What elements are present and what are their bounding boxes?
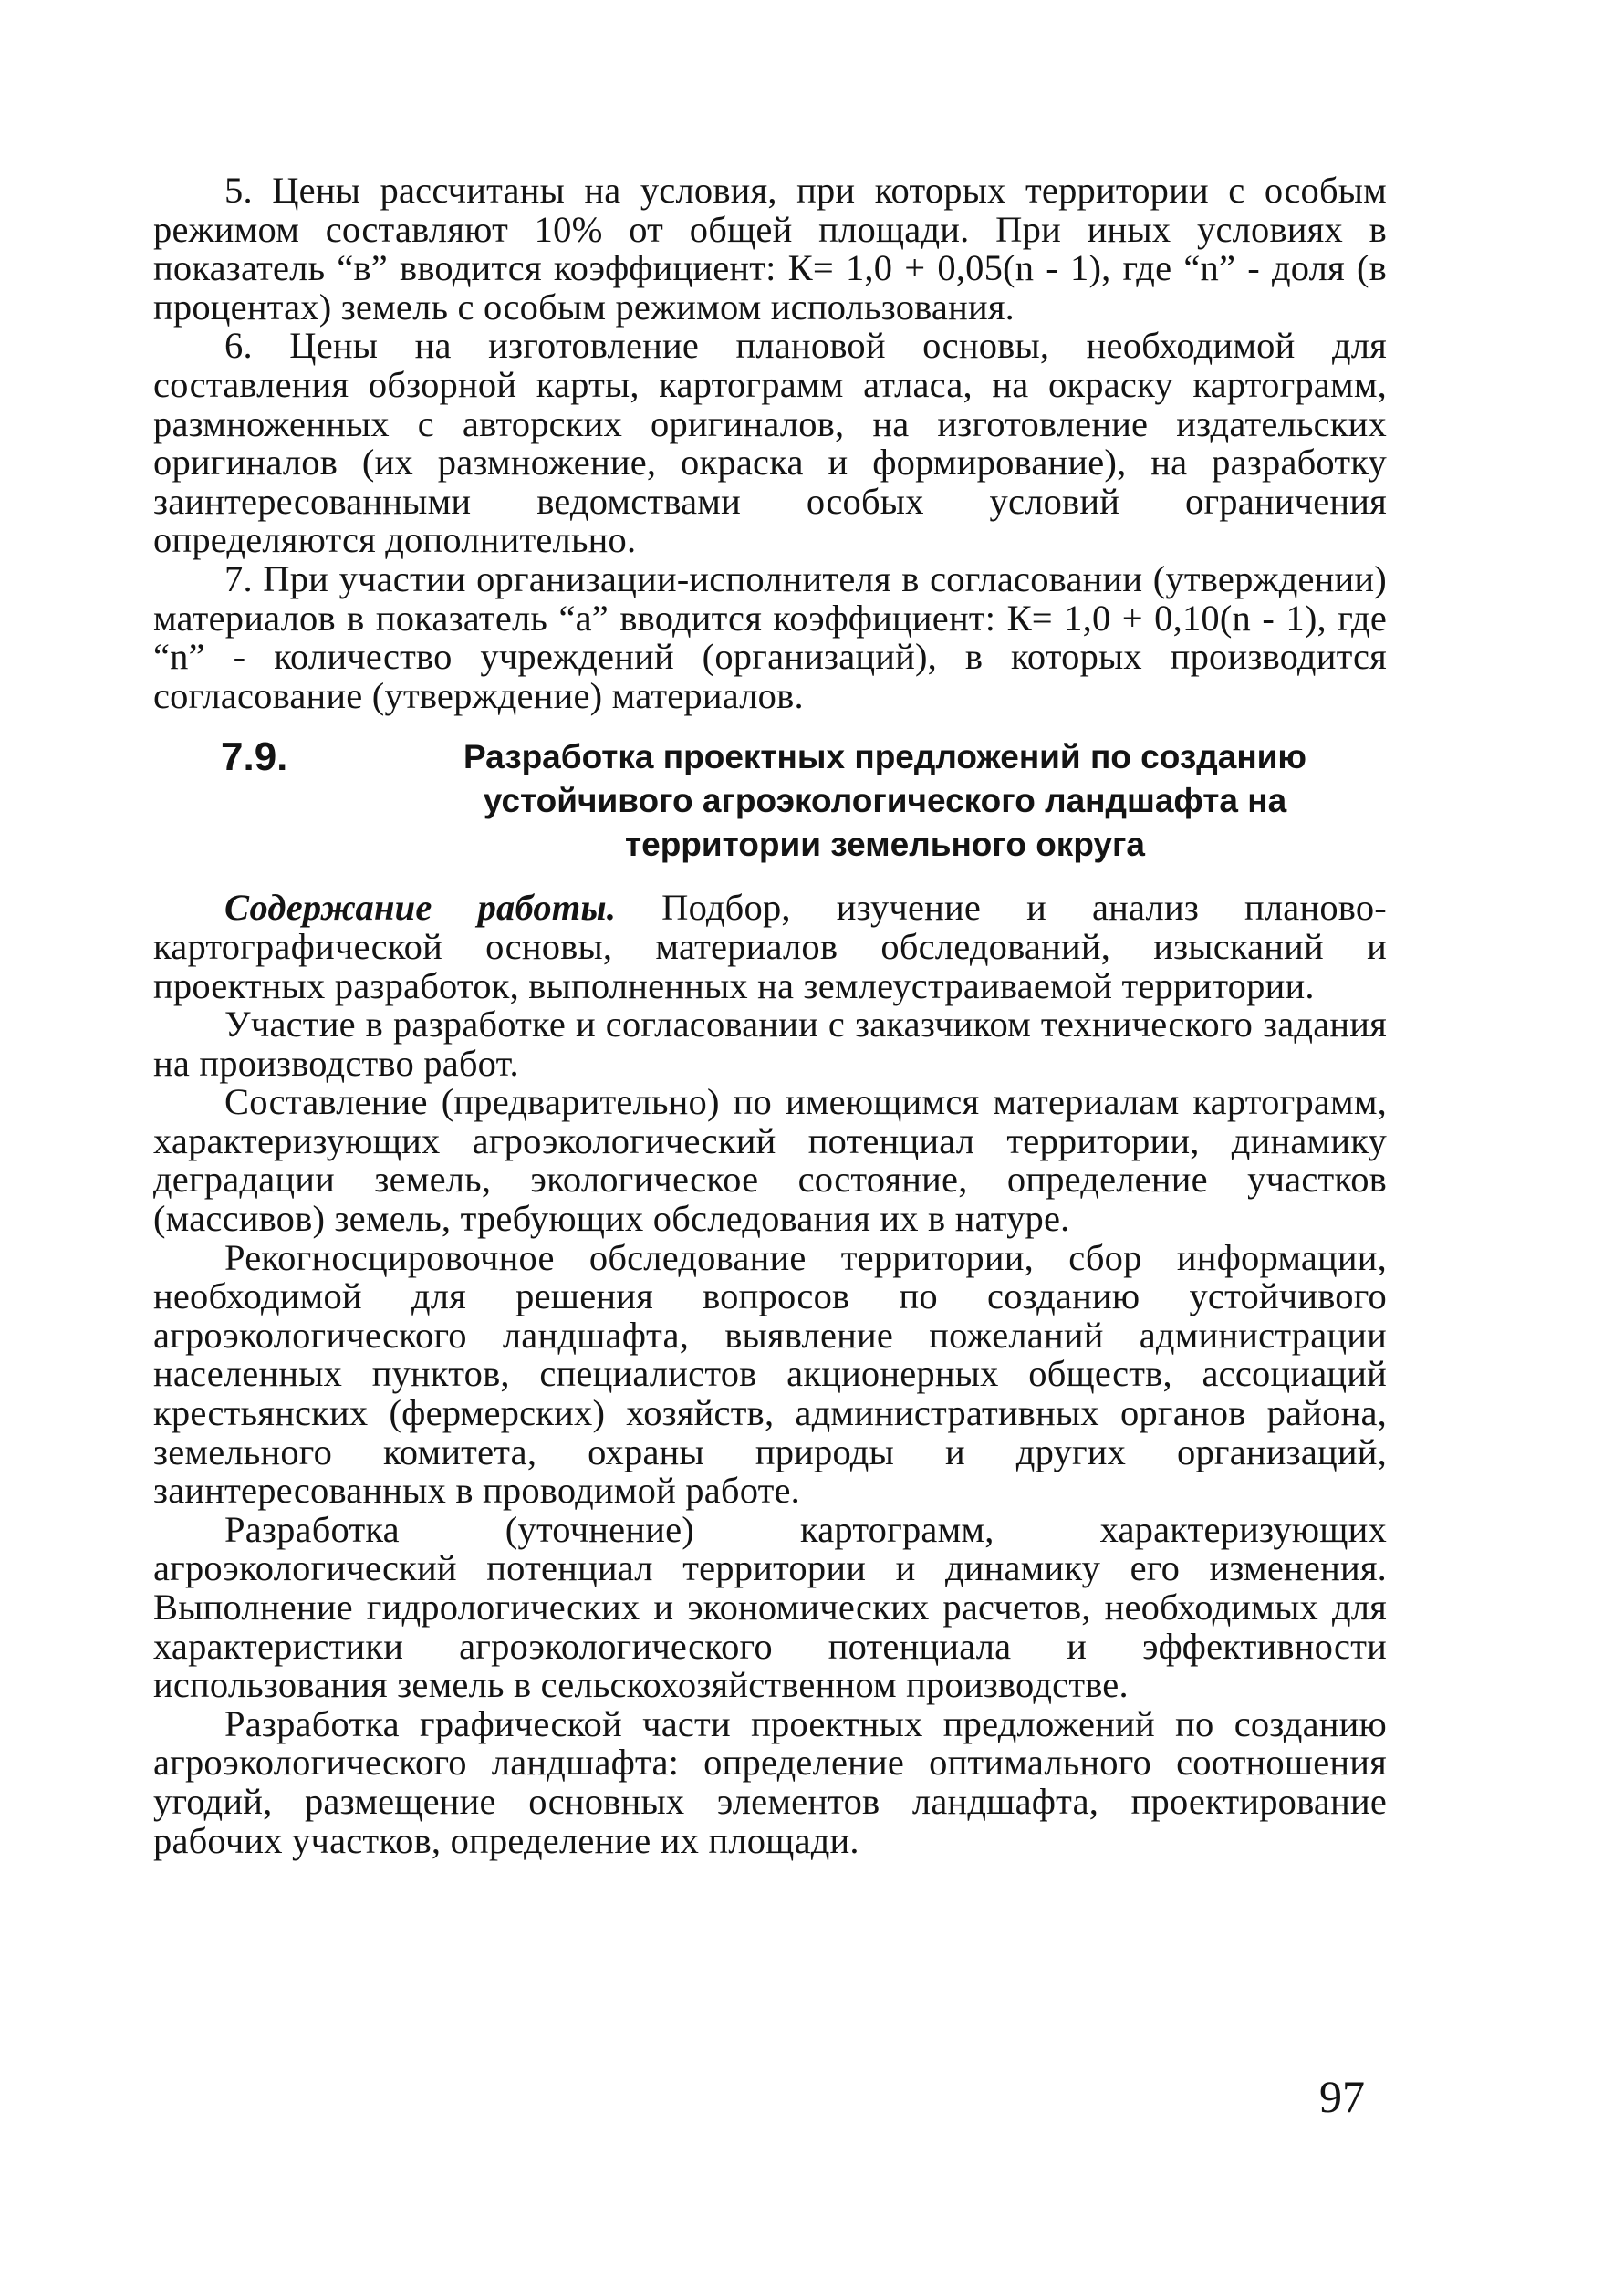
section-title: Разработка проектных предложений по созданию устойчивого агроэкологического ландшафта на территории земельного округа: [463, 738, 1307, 864]
content-paragraph: Разработка графической части проектных предложений по созданию агроэкологического ландшафта: определение оптимального соотношения угодий, размещение основных элементов ландшафта, проектирование рабочих участков, определение их площади.: [153, 1702, 1387, 1861]
content-paragraph: Участие в разработке и согласовании с заказчиком технического задания на производство работ.: [153, 1004, 1387, 1084]
paragraph-7: 7. При участии организации-исполнителя в согласовании (утверждении) материалов в показатель “а” вводится коэффициент: К= 1,0 + 0,10(n - 1), где “n” - количество учреждений (организаций), в которых производится согласование (утверждение) материалов.: [153, 557, 1387, 716]
content-lead-text: Подбор, изучение и анализ планово-картографической основы, материалов обследований, изысканий и проектных разработок, выполненных на землеустраиваемой территории.: [153, 887, 1387, 1006]
paragraph-5: 5. Цены рассчитаны на условия, при которых территории с особым режимом составляют 10% от общей площади. При иных условиях в показатель “в” вводится коэффициент: К= 1,0 + 0,05(n - 1), где “n” - доля (в процентах) земель с особым режимом использования.: [153, 170, 1387, 328]
section-number: 7.9.: [221, 734, 288, 780]
section-heading: [153, 735, 1387, 872]
content-lead-label: Содержание работы.: [224, 887, 617, 929]
paragraph-6: 6. Цены на изготовление плановой основы, необходимой для составления обзорной карты, картограмм атласа, на окраску картограмм, размноженных с авторских оригиналов, на изготовление издательских оригиналов (их размножение, окраска и формирование), на разработку заинтересованными ведомствами особых условий ограничения определяются дополнительно.: [153, 325, 1387, 561]
content-paragraph: Разработка (уточнение) картограмм, характеризующих агроэкологический потенциал территории и динамику его изменения. Выполнение гидрологических и экономических расчетов, необходимых для характеристики агроэкологического потенциала и эффективности использования земель в сельскохозяйственном производстве.: [153, 1508, 1387, 1706]
content-paragraph: Рекогносцировочное обследование территории, сбор информации, необходимой для решения вопросов по созданию устойчивого агроэкологического ландшафта, выявление пожеланий администрации населенных пунктов, специалистов акционерных обществ, ассоциаций крестьянских (фермерских) хозяйств, административных органов района, земельного комитета, охраны природы и других организаций, заинтересованных в проводимой работе.: [153, 1236, 1387, 1512]
content-paragraph: Составление (предварительно) по имеющимся материалам картограмм, характеризующих агроэкологический потенциал территории, динамику деградации земель, экологическое состояние, определение участков (массивов) земель, требующих обследования их в натуре.: [153, 1081, 1387, 1240]
page-body: [153, 172, 1387, 1860]
content-lead-paragraph: [153, 889, 1387, 1005]
page-number: 97: [1319, 2071, 1365, 2122]
